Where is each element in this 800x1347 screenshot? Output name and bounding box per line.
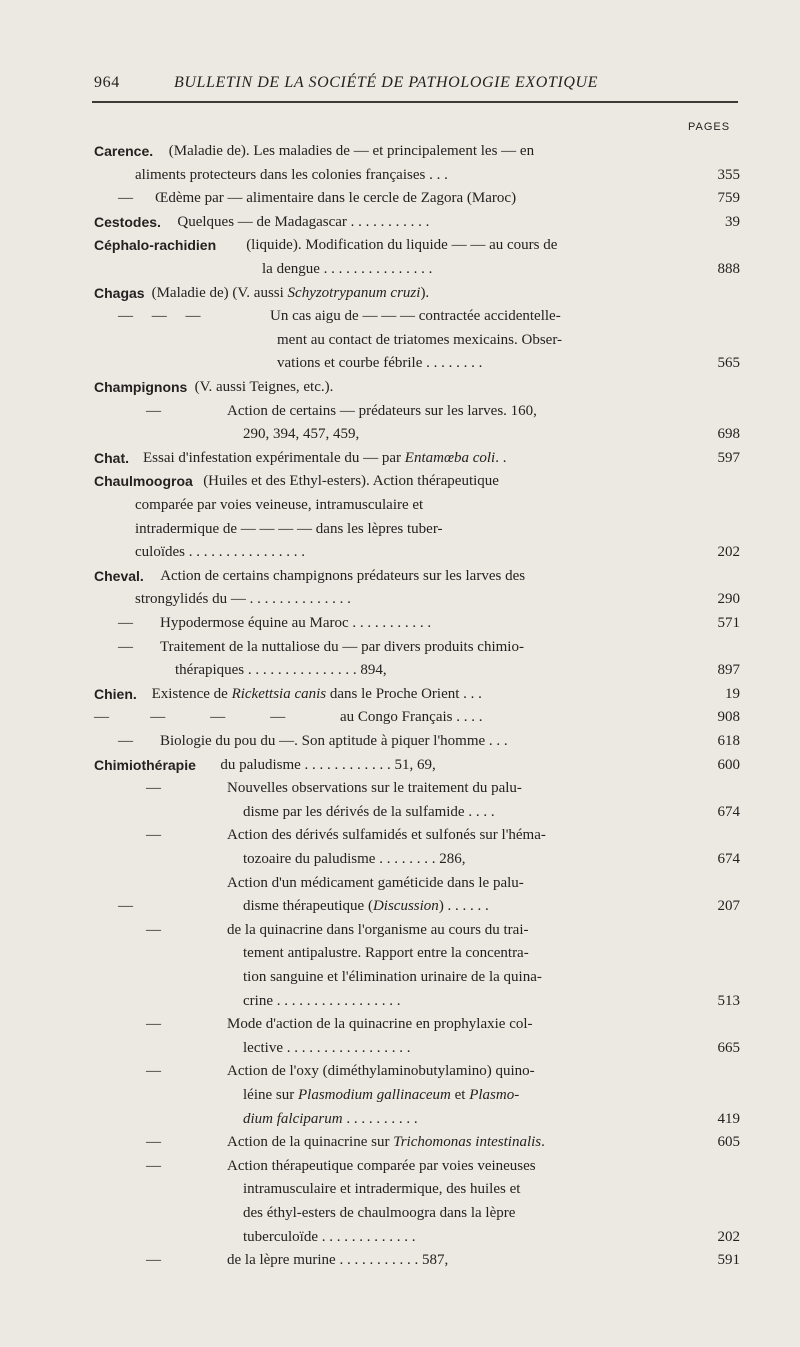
index-text: Biologie du pou du —. Son aptitude à piquer l'homme . . . [160, 733, 508, 749]
ditto-dash: — [146, 921, 161, 938]
index-line [0, 1226, 800, 1248]
index-line [0, 872, 800, 894]
running-title: BULLETIN DE LA SOCIÉTÉ DE PATHOLOGIE EXOTIQUE [174, 74, 599, 91]
index-line [0, 1108, 800, 1130]
page-ref: 597 [717, 449, 740, 466]
ditto-dash: — [146, 1016, 161, 1033]
index-line [0, 824, 800, 846]
page-ref: 355 [717, 166, 740, 183]
index-text: Existence de Rickettsia canis dans le Proche Orient . . . [151, 685, 482, 702]
ditto-dash: — [146, 1134, 161, 1151]
index-text: Action d'un médicament gaméticide dans le palu- [227, 874, 524, 891]
index-line [0, 329, 800, 351]
index-text: strongylidés du — . . . . . . . . . . . . . . [135, 591, 351, 608]
index-line [0, 305, 800, 327]
ditto-dash: — [118, 615, 133, 631]
page-ref: 908 [717, 709, 740, 726]
index-line [0, 612, 800, 634]
index-text: Action de certains — prédateurs sur les larves. 160, [227, 402, 537, 419]
page-ref: 600 [717, 756, 740, 773]
index-text: Action de certains champignons prédateurs sur les larves des [160, 567, 526, 584]
index-text: (V. aussi Teignes, etc.). [194, 379, 334, 395]
index-line [0, 1249, 800, 1271]
ditto-dash: — [118, 898, 133, 915]
index-keyword: Cheval. [94, 567, 144, 584]
page-ref: 605 [717, 1134, 740, 1151]
index-line [0, 942, 800, 964]
page-ref: 202 [717, 1228, 740, 1245]
index-line [0, 895, 800, 917]
ditto-dash: — [118, 733, 133, 749]
index-line [0, 706, 800, 728]
index-line [0, 258, 800, 280]
index-text: Action de l'oxy (diméthylaminobutylamino) quino- [227, 1063, 535, 1080]
index-text: la dengue . . . . . . . . . . . . . . . [262, 261, 433, 277]
index-line [0, 588, 800, 610]
index-line [0, 636, 800, 658]
index-text: au Congo Français . . . . [340, 709, 483, 726]
index-line [0, 565, 800, 587]
index-text: Hypodermose équine au Maroc . . . . . . . . . . . [160, 615, 432, 631]
index-text: Mode d'action de la quinacrine en prophylaxie col- [227, 1016, 533, 1033]
index-text: 290, 394, 457, 459, [243, 426, 360, 443]
index-text: de la lèpre murine . . . . . . . . . . . 587, [227, 1252, 449, 1269]
index-text: tement antipalustre. Rapport entre la concentra- [243, 945, 529, 962]
index-line [0, 376, 800, 398]
index-line [0, 801, 800, 823]
index-text: tuberculoïde . . . . . . . . . . . . . [243, 1228, 416, 1245]
index-line [0, 164, 800, 186]
index-text: Œdème par — alimentaire dans le cercle de Zagora (Maroc) [155, 190, 517, 207]
page-ref: 207 [717, 898, 740, 915]
index-line [0, 494, 800, 516]
index-line [0, 1060, 800, 1082]
page-ref: 565 [717, 355, 740, 372]
index-text: Traitement de la nuttaliose du — par divers produits chimio- [160, 638, 524, 655]
index-text: de la quinacrine dans l'organisme au cours du trai- [227, 921, 529, 938]
index-line [0, 1037, 800, 1059]
page-ref: 19 [725, 685, 740, 702]
index-line [0, 730, 800, 752]
index-line [0, 754, 800, 776]
index-keyword: Chagas [94, 284, 145, 301]
index-line [0, 423, 800, 445]
pages-column-label: PAGES [688, 121, 731, 133]
index-text: intramusculaire et intradermique, des huiles et [243, 1181, 521, 1198]
index-line [0, 447, 800, 469]
running-header [94, 74, 734, 100]
index-line [0, 234, 800, 256]
index-text: intradermique de — — — — dans les lèpres tuber- [135, 520, 443, 537]
index-line [0, 541, 800, 563]
index-line [0, 1131, 800, 1153]
index-text: lective . . . . . . . . . . . . . . . . . [243, 1039, 411, 1056]
index-text: crine . . . . . . . . . . . . . . . . . [243, 992, 401, 1009]
index-text: Nouvelles observations sur le traitement du palu- [227, 780, 522, 797]
index-text: Essai d'infestation expérimentale du — par Entamœba coli. . [143, 449, 507, 466]
index-line [0, 211, 800, 233]
index-text: léine sur Plasmodium gallinaceum et Plasmo- [243, 1087, 520, 1103]
index-text: ment au contact de triatomes mexicains. Obser- [277, 331, 563, 348]
header-rule [92, 101, 738, 103]
page-ref: 591 [717, 1252, 740, 1269]
index-line [0, 966, 800, 988]
page-ref: 674 [717, 851, 740, 867]
index-line [0, 470, 800, 492]
page-ref: 759 [717, 190, 740, 207]
index-text: Action thérapeutique comparée par voies veineuses [227, 1157, 536, 1174]
ditto-dash: — [146, 1252, 161, 1269]
index-line [0, 1155, 800, 1177]
index-text: (Huiles et des Ethyl-esters). Action thérapeutique [203, 473, 499, 490]
index-text: Quelques — de Madagascar . . . . . . . . . . . [177, 213, 430, 230]
index-line [0, 518, 800, 540]
ditto-dash: — [146, 827, 161, 844]
ditto-dash: — [146, 780, 161, 797]
page-ref: 571 [717, 615, 740, 631]
index-text: tozoaire du paludisme . . . . . . . . 286, [243, 851, 466, 867]
index-keyword: Chat. [94, 449, 129, 466]
page-ref: 698 [717, 426, 740, 443]
index-line [0, 352, 800, 374]
ditto-dash: — [118, 638, 133, 655]
index-keyword: Chaulmoogroa [94, 473, 193, 490]
index-text: Action de la quinacrine sur Trichomonas intestinalis. [227, 1134, 545, 1151]
index-text: (liquide). Modification du liquide — — au cours de [246, 237, 558, 254]
index-text: comparée par voies veineuse, intramusculaire et [135, 497, 424, 513]
index-line [0, 1202, 800, 1224]
ditto-dash: — — — [118, 308, 201, 325]
index-text: Action des dérivés sulfamidés et sulfonés sur l'héma- [227, 827, 546, 844]
index-line [0, 919, 800, 941]
page-ref: 202 [717, 544, 740, 561]
index-text: thérapiques . . . . . . . . . . . . . . . 894, [175, 662, 387, 679]
index-keyword: Chien. [94, 685, 137, 702]
index-line [0, 1084, 800, 1106]
index-line [0, 683, 800, 705]
page-ref: 665 [717, 1039, 740, 1056]
index-keyword: Carence. [94, 143, 154, 159]
index-keyword: Céphalo-rachidien [94, 237, 217, 254]
index-line [0, 187, 800, 209]
index-line [0, 140, 800, 162]
page-ref: 897 [717, 662, 740, 679]
page-ref: 888 [717, 261, 740, 277]
index-text: Un cas aigu de — — — contractée accidentelle- [270, 308, 561, 325]
ditto-dash: — — — — [94, 709, 286, 726]
page-ref: 618 [717, 733, 740, 749]
index-text: (Maladie de). Les maladies de — et principalement les — en [168, 143, 535, 159]
page-ref: 290 [717, 591, 740, 608]
index-line [0, 777, 800, 799]
index-text: des éthyl-esters de chaulmoogra dans la lèpre [243, 1205, 516, 1221]
index-text: tion sanguine et l'élimination urinaire de la quina- [243, 969, 542, 985]
page-ref: 513 [717, 992, 740, 1009]
index-line [0, 400, 800, 422]
index-text: aliments protecteurs dans les colonies françaises . . . [135, 166, 448, 183]
index-text: culoïdes . . . . . . . . . . . . . . . . [135, 544, 305, 561]
index-text: vations et courbe fébrile . . . . . . . . [277, 355, 483, 372]
page-number: 964 [94, 74, 120, 91]
page-ref: 674 [717, 803, 740, 820]
index-line [0, 1013, 800, 1035]
index-text: disme thérapeutique (Discussion) . . . . . . [243, 898, 489, 915]
ditto-dash: — [146, 402, 161, 419]
index-keyword: Champignons [94, 379, 188, 395]
page-ref: 419 [717, 1110, 740, 1127]
index-line [0, 990, 800, 1012]
index-line [0, 282, 800, 304]
index-text: du paludisme . . . . . . . . . . . . 51, 69, [220, 756, 436, 773]
index-line [0, 848, 800, 870]
index-line [0, 659, 800, 681]
ditto-dash: — [146, 1063, 161, 1080]
index-text: (Maladie de) (V. aussi Schyzotrypanum cruzi). [151, 284, 430, 301]
index-line [0, 1178, 800, 1200]
index-text: dium falciparum . . . . . . . . . . [243, 1110, 418, 1127]
index-text: disme par les dérivés de la sulfamide . . . . [243, 803, 495, 820]
ditto-dash: — [118, 190, 133, 207]
ditto-dash: — [146, 1157, 161, 1174]
index-keyword: Chimiothérapie [94, 756, 196, 773]
index-keyword: Cestodes. [94, 213, 161, 230]
page-ref: 39 [725, 213, 740, 230]
